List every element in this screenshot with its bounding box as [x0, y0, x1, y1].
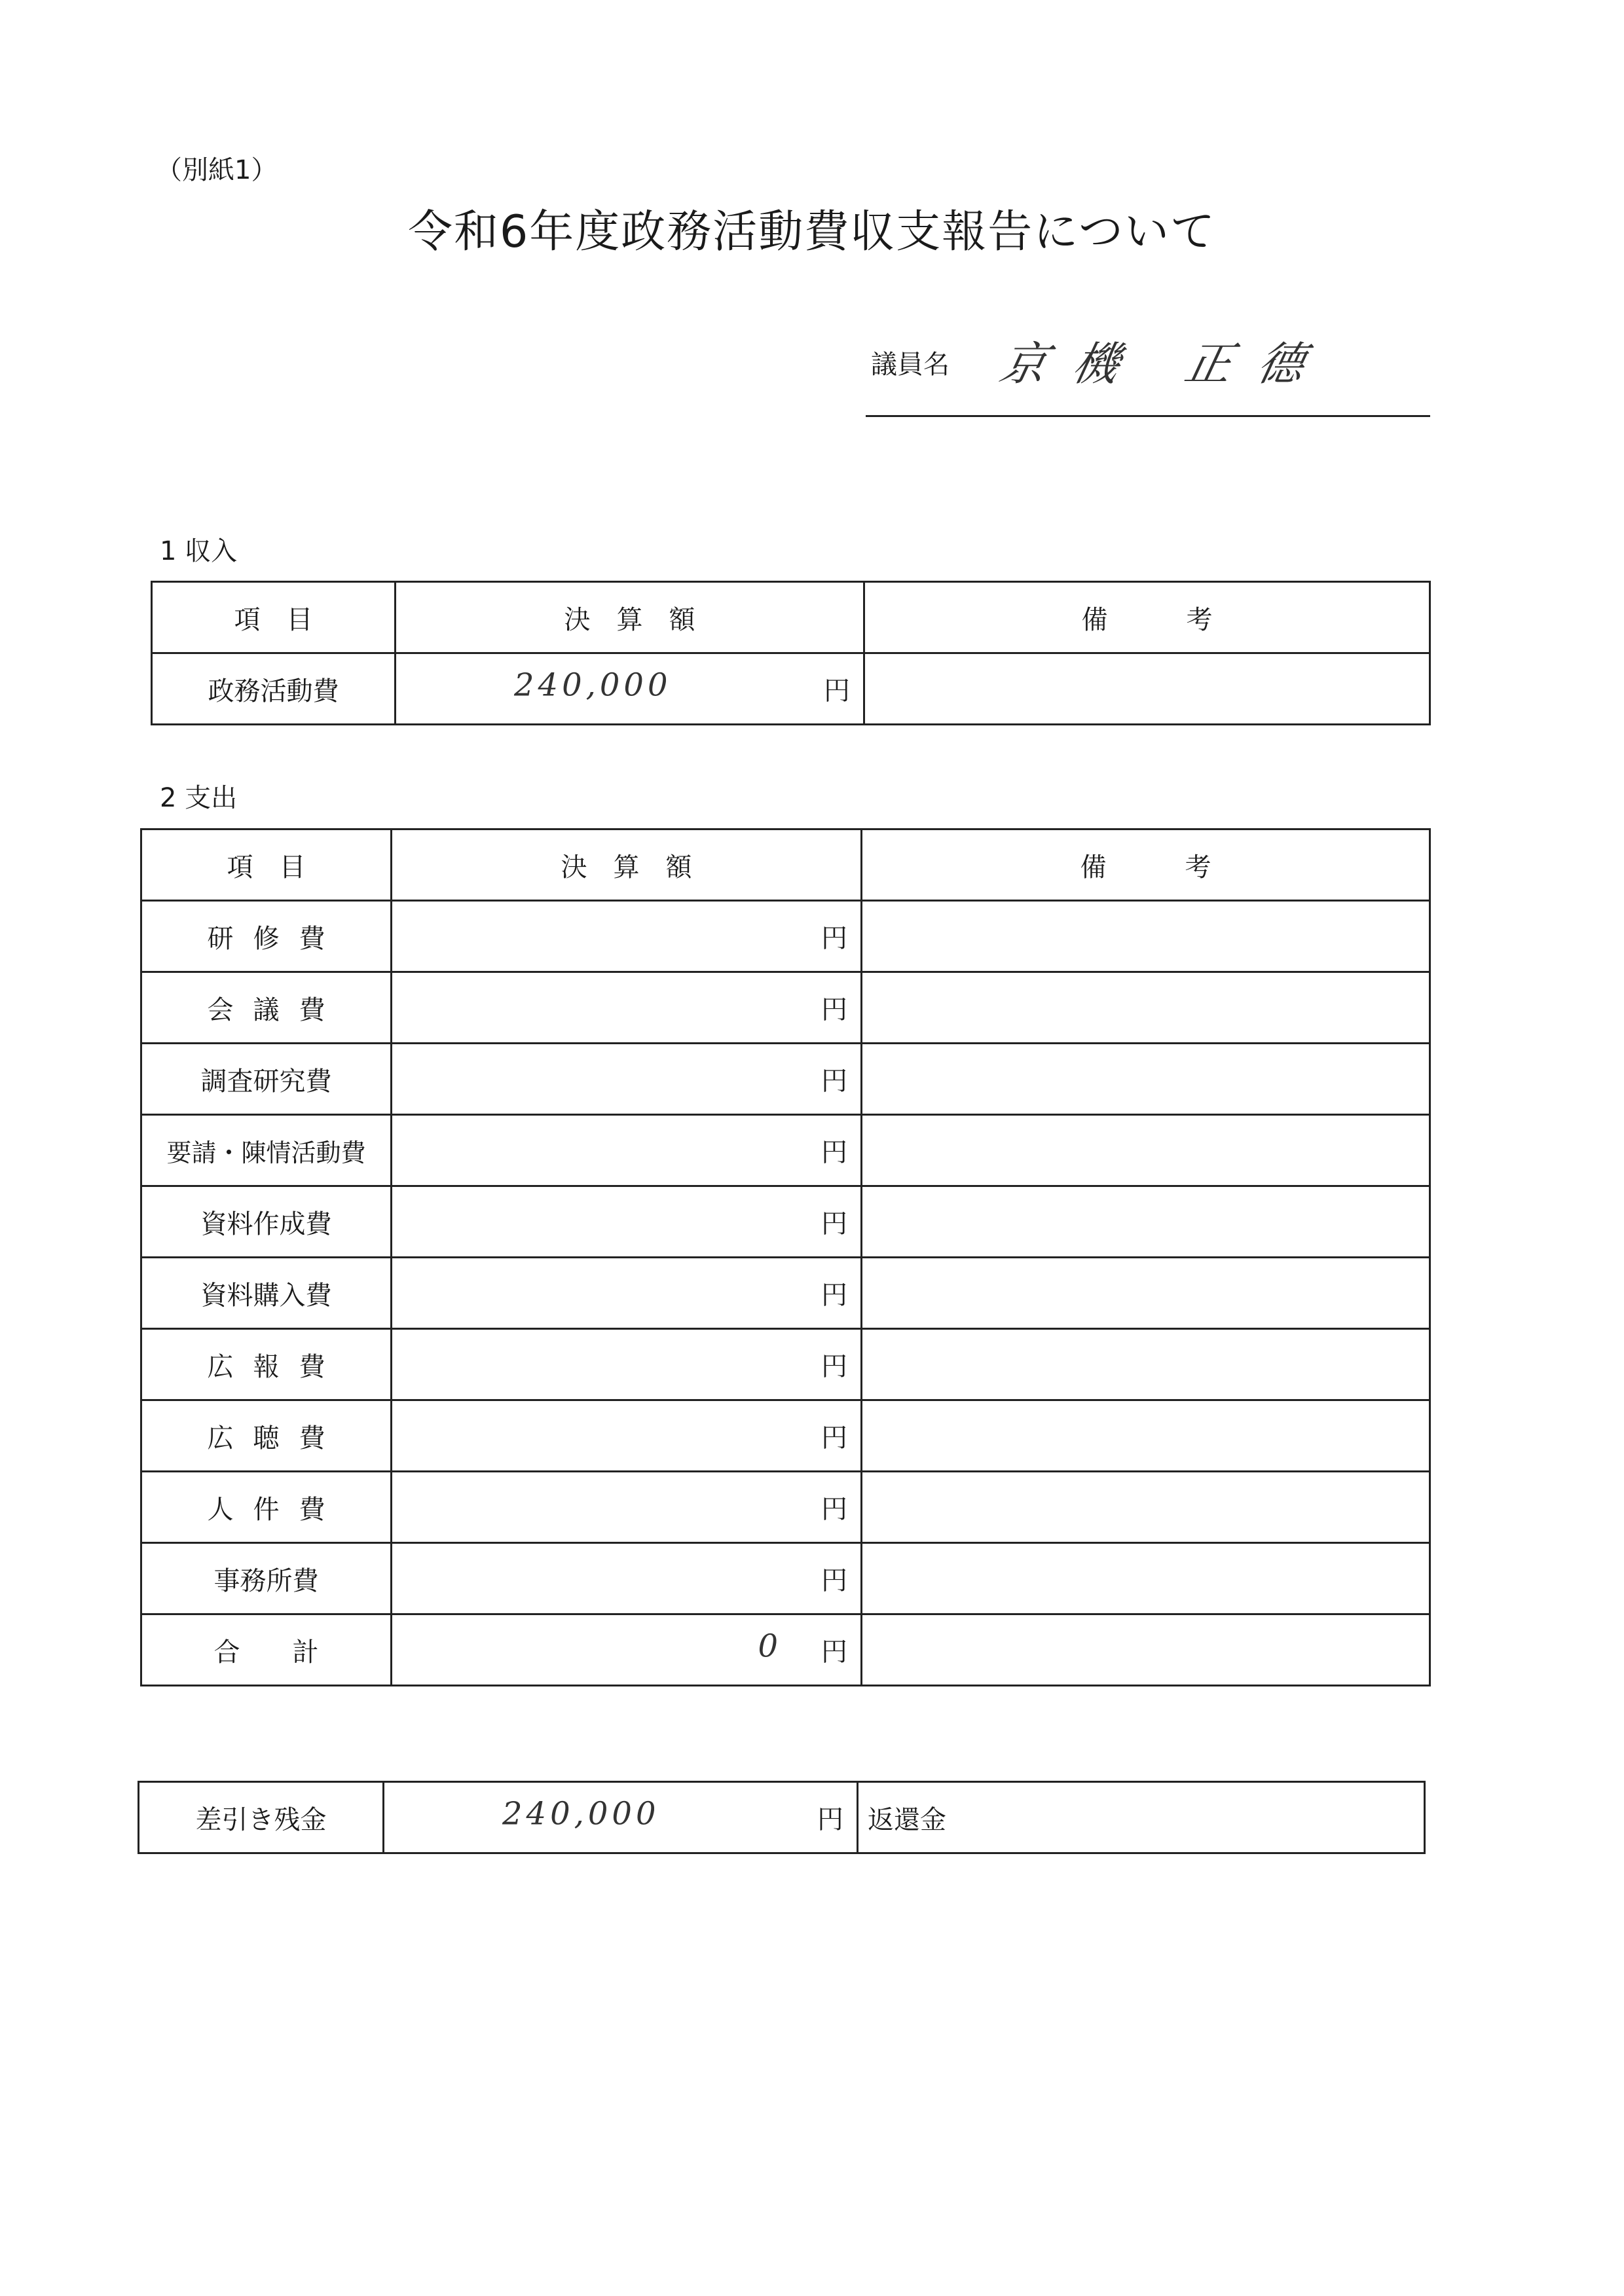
- yen-unit: 円: [821, 1351, 847, 1382]
- header-item: 項目: [141, 829, 392, 901]
- refund-label: 返還金: [858, 1782, 1425, 1853]
- row-note[interactable]: [862, 1044, 1430, 1115]
- member-name-label: 議員名: [871, 350, 950, 380]
- page-title: 令和6年度政務活動費収支報告について: [408, 206, 1216, 258]
- row-amount-cell[interactable]: [392, 1543, 862, 1614]
- row-item: 資料作成費: [141, 1186, 392, 1258]
- table-row: [152, 653, 1430, 725]
- income-section-title: 1 収入: [160, 536, 238, 566]
- yen-unit: 円: [824, 676, 850, 706]
- table-row: [141, 1186, 1430, 1258]
- row-amount-cell[interactable]: [392, 1258, 862, 1329]
- row-note[interactable]: [862, 1115, 1430, 1186]
- row-amount-cell[interactable]: [392, 972, 862, 1044]
- table-row: [139, 1782, 1425, 1853]
- row-note[interactable]: [862, 1614, 1430, 1686]
- yen-unit: 円: [821, 1565, 847, 1596]
- yen-unit: 円: [817, 1804, 843, 1835]
- table-row: [141, 1472, 1430, 1543]
- row-amount-cell[interactable]: [392, 1186, 862, 1258]
- row-amount-cell[interactable]: [392, 1329, 862, 1400]
- table-row: [141, 1044, 1430, 1115]
- yen-unit: 円: [821, 1209, 847, 1239]
- row-note[interactable]: [862, 972, 1430, 1044]
- header-note: 備考: [864, 582, 1430, 653]
- row-note[interactable]: [862, 901, 1430, 972]
- table-row: [141, 1115, 1430, 1186]
- row-item: 事務所費: [141, 1543, 392, 1614]
- balance-amount-cell[interactable]: [384, 1782, 858, 1853]
- row-amount-cell[interactable]: [392, 1472, 862, 1543]
- row-item: 人件費: [141, 1472, 392, 1543]
- yen-unit: 円: [821, 923, 847, 954]
- row-note[interactable]: [864, 653, 1430, 725]
- balance-label: 差引き残金: [139, 1782, 384, 1853]
- expense-table: [140, 828, 1431, 1686]
- row-item: 研修費: [141, 901, 392, 972]
- header-amount: 決算額: [392, 829, 862, 901]
- row-item: 政務活動費: [152, 653, 396, 725]
- yen-unit: 円: [821, 1137, 847, 1168]
- row-amount-cell[interactable]: [396, 653, 864, 725]
- row-item: 調査研究費: [141, 1044, 392, 1115]
- header-note: 備考: [862, 829, 1430, 901]
- income-table: [151, 581, 1431, 725]
- row-note[interactable]: [862, 1472, 1430, 1543]
- row-item: 要請・陳情活動費: [141, 1115, 392, 1186]
- row-amount-cell[interactable]: [392, 1044, 862, 1115]
- table-row: [141, 1258, 1430, 1329]
- row-note[interactable]: [862, 1186, 1430, 1258]
- table-row: [141, 1329, 1430, 1400]
- balance-table: [138, 1781, 1426, 1854]
- row-note[interactable]: [862, 1329, 1430, 1400]
- expense-section-title: 2 支出: [160, 783, 238, 813]
- table-row: [141, 1543, 1430, 1614]
- yen-unit: 円: [821, 1637, 847, 1667]
- header-amount: 決算額: [396, 582, 864, 653]
- attachment-label: （別紙1）: [156, 155, 278, 185]
- row-item: 広聴費: [141, 1400, 392, 1472]
- row-note[interactable]: [862, 1400, 1430, 1472]
- yen-unit: 円: [821, 1423, 847, 1453]
- table-row: [141, 972, 1430, 1044]
- header-item: 項目: [152, 582, 396, 653]
- member-signature: 京機 正德: [995, 337, 1336, 391]
- row-item: 合計: [141, 1614, 392, 1686]
- yen-unit: 円: [821, 1280, 847, 1311]
- row-amount-cell[interactable]: [392, 901, 862, 972]
- table-row: [141, 901, 1430, 972]
- table-row: [141, 1400, 1430, 1472]
- row-amount: 240,000: [514, 666, 672, 704]
- table-header-row: [152, 582, 1430, 653]
- row-amount-cell[interactable]: [392, 1400, 862, 1472]
- table-header-row: [141, 829, 1430, 901]
- row-amount-cell[interactable]: [392, 1115, 862, 1186]
- row-amount: 0: [758, 1628, 782, 1665]
- yen-unit: 円: [821, 1494, 847, 1525]
- balance-amount: 240,000: [502, 1795, 660, 1832]
- row-item: 資料購入費: [141, 1258, 392, 1329]
- row-item: 会議費: [141, 972, 392, 1044]
- row-amount-cell[interactable]: [392, 1614, 862, 1686]
- row-item: 広報費: [141, 1329, 392, 1400]
- row-note[interactable]: [862, 1258, 1430, 1329]
- yen-unit: 円: [821, 994, 847, 1025]
- signature-underline: [866, 415, 1430, 417]
- row-note[interactable]: [862, 1543, 1430, 1614]
- total-row: [141, 1614, 1430, 1686]
- yen-unit: 円: [821, 1066, 847, 1097]
